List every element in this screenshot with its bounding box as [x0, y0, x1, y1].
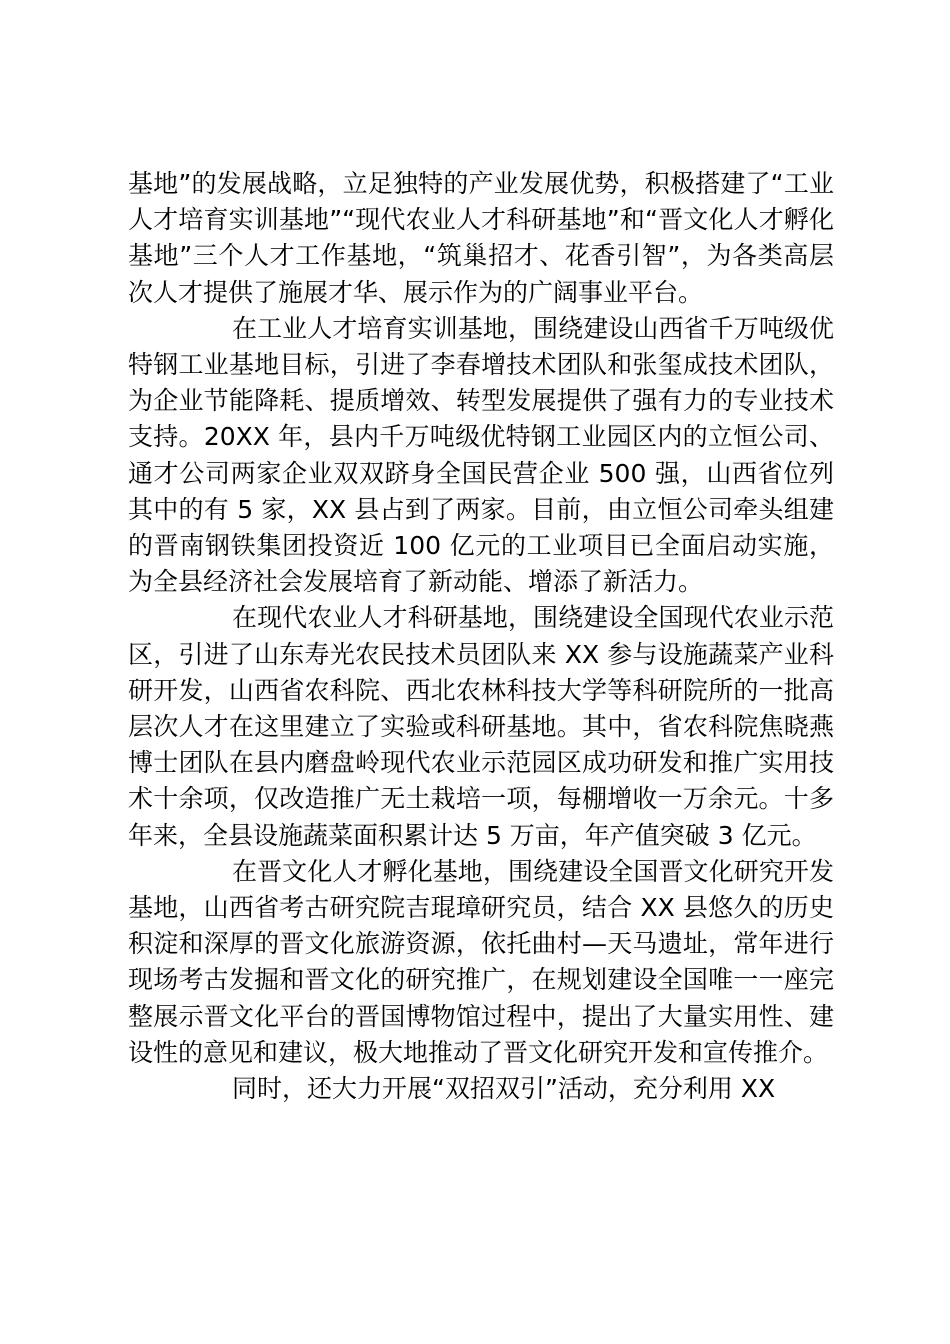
paragraph-industrial-base: 在工业人才培育实训基地，围绕建设山西省千万吨级优特钢工业基地目标，引进了李春增技术团队和张玺成技术团队，为企业节能降耗、提质增效、转型发展提供了强有力的专业技术支持。20XX 年，县内千万吨级优特钢工业园区内的立恒公司、通才公司两家企业双双跻身全国民营企业 500 强，山西省位列其中的有 5 家，XX 县占到了两家。目前，由立恒公司牵头组建的晋南钢铁集团投资近 100 亿元的工业项目已全面启动实施，为全县经济社会发展培育了新动能、增添了新活力。	[128, 313, 834, 597]
paragraph-strategy-continued: 基地”的发展战略，立足独特的产业发展优势，积极搭建了“工业人才培育实训基地”“现代农业人才科研基地”和“晋文化人才孵化基地”三个人才工作基地，“筑巢招才、花香引智”，为各类高层次人才提供了施展才华、展示作为的广阔事业平台。	[128, 169, 834, 307]
paragraph-double-recruitment: 同时，还大力开展“双招双引”活动，充分利用 XX	[232, 1074, 776, 1104]
paragraph-jin-culture-base: 在晋文化人才孵化基地，围绕建设全国晋文化研究开发基地，山西省考古研究院吉琨璋研究员，结合 XX 县悠久的历史积淀和深厚的晋文化旅游资源，依托曲村—天马遗址，常年进行现场考古发掘和晋文化的研究推广，在规划建设全国唯一一座完整展示晋文化平台的晋国博物馆过程中，提出了大量实用性、建设性的意见和建议，极大地推动了晋文化研究开发和宣传推介。	[128, 856, 834, 1067]
paragraph-agriculture-base: 在现代农业人才科研基地，围绕建设全国现代农业示范区，引进了山东寿光农民技术员团队来 XX 参与设施蔬菜产业科研开发，山西省农科院、西北农林科技大学等科研院所的一批高层次人才在这里建立了实验或科研基地。其中，省农科院焦晓燕博士团队在县内磨盘岭现代农业示范园区成功研发和推广实用技术十余项，仅改造推广无土栽培一项，每棚增收一万余元。十多年来，全县设施蔬菜面积累计达 5 万亩，年产值突破 3 亿元。	[128, 603, 834, 850]
body-text	[128, 166, 834, 1107]
